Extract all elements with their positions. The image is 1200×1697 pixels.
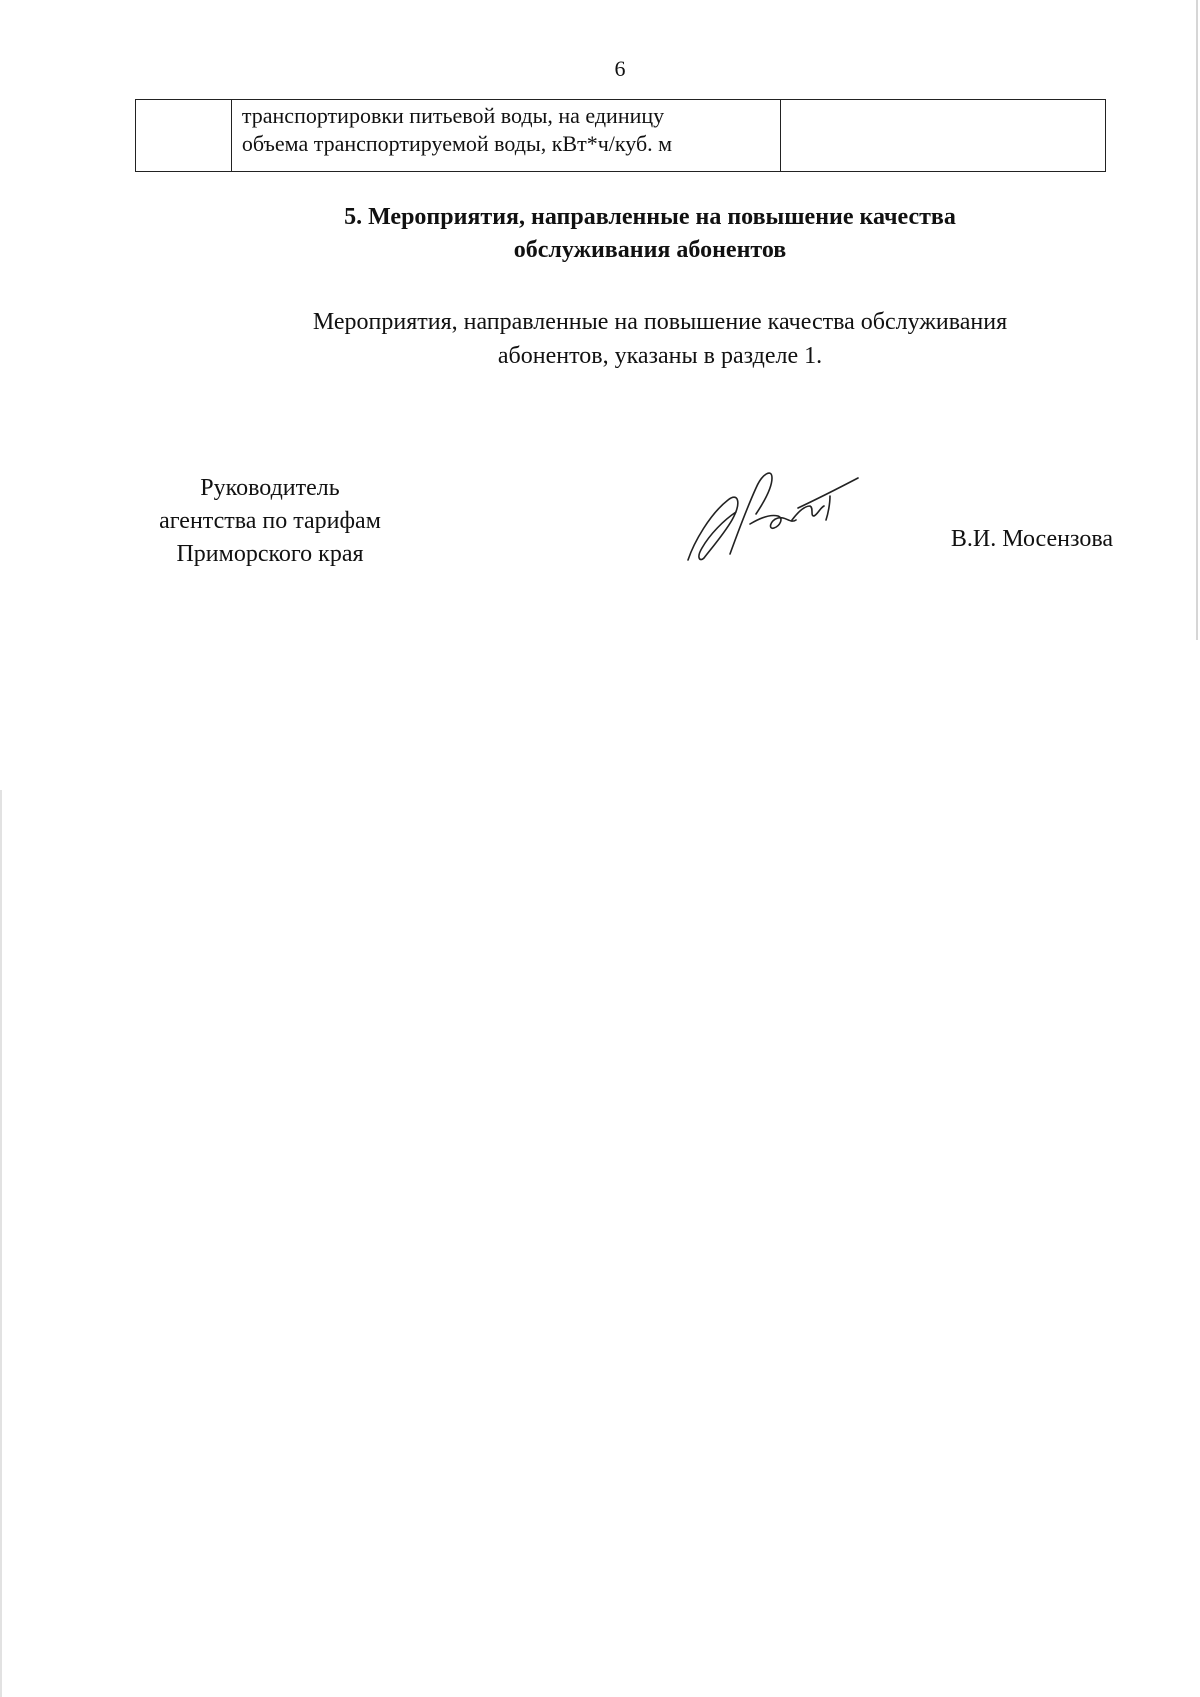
scan-edge-mark (1196, 0, 1198, 640)
handwritten-signature (680, 462, 860, 567)
signatory-role (120, 472, 420, 571)
table-cell-number (136, 100, 232, 172)
section-body (160, 305, 1160, 373)
page-number: 6 (614, 56, 626, 81)
signatory-role-line: Приморского края (176, 541, 364, 567)
signatory-name: В.И. Мосензова (950, 526, 1113, 552)
table-cell-value (781, 100, 1106, 172)
section-heading-line: 5. Мероприятия, направленные на повышение качества (344, 204, 956, 230)
table-cell-line: транспортировки питьевой воды, на единицу (241, 103, 665, 128)
table-cell-line: объема транспортируемой воды, кВт*ч/куб. м (241, 131, 673, 156)
scan-edge-mark (0, 790, 2, 1697)
signatory-role-line: агентства по тарифам (159, 508, 381, 534)
signatory-role-line: Руководитель (200, 475, 340, 501)
section-body-line: абонентов, указаны в разделе 1. (497, 343, 823, 369)
section-heading (150, 201, 1150, 267)
section-body-line: Мероприятия, направленные на повышение качества обслуживания (312, 309, 1008, 335)
section-heading-line: обслуживания абонентов (513, 237, 787, 263)
table-row (136, 100, 1106, 172)
continuation-table (135, 99, 1106, 172)
table-cell-indicator (231, 100, 781, 172)
